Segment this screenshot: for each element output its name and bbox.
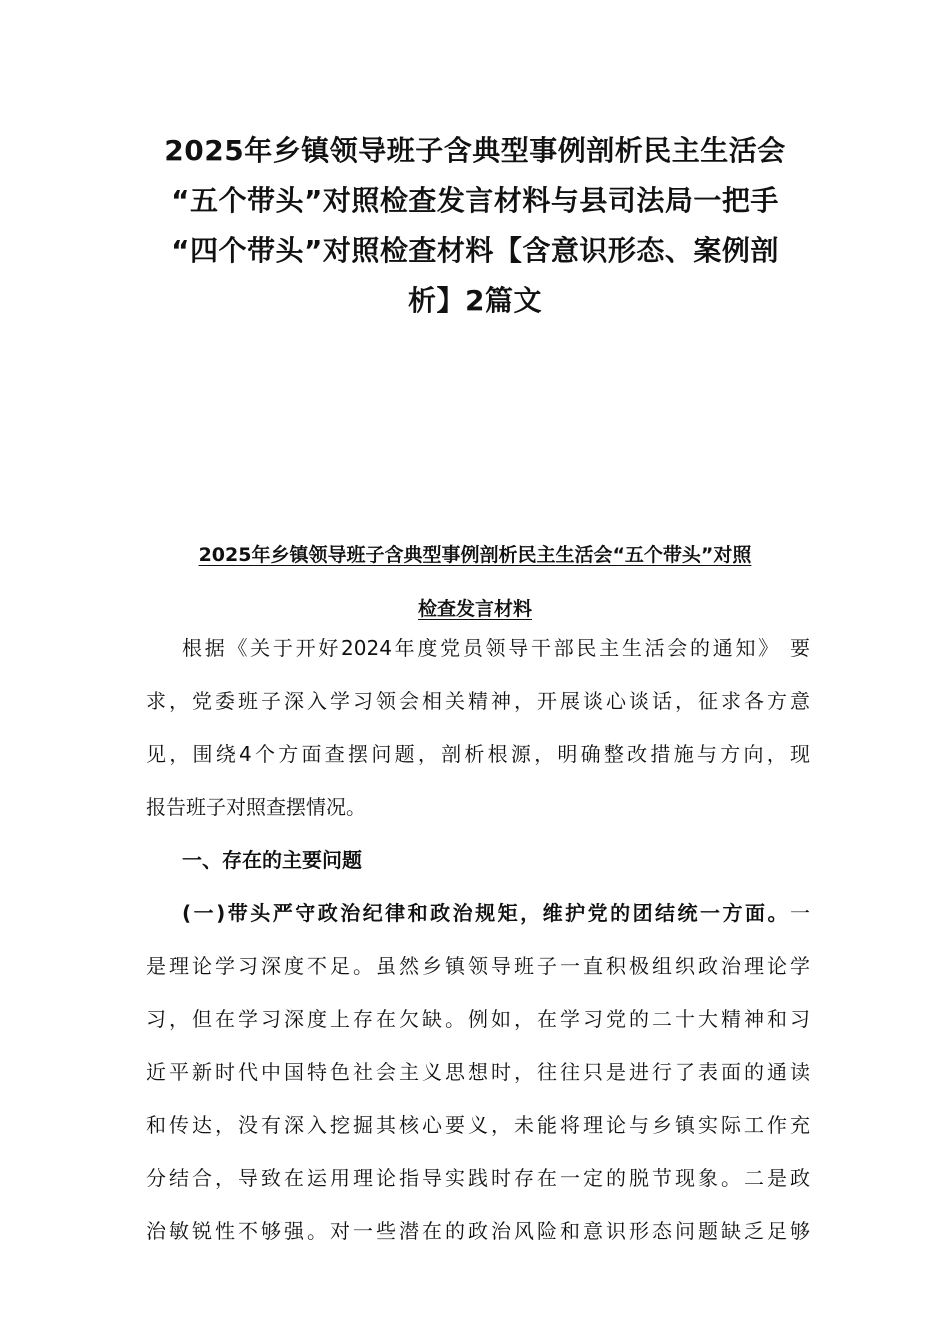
section-heading-problems: 一、存在的主要问题 [182,848,362,872]
paragraph-line-6: 治敏锐性不够强。对一些潜在的政治风险和意识形态问题缺乏足够 [146,1219,810,1243]
document-body [146,622,810,1258]
paragraph-line-4: 和传达，没有深入挖掘其核心要义，未能将理论与乡镇实际工作充 [146,1113,810,1137]
subheading-line [146,887,810,940]
main-title-line-2: “五个带头”对照检查发言材料与县司法局一把手 [171,184,779,217]
main-title-line-3: “四个带头”对照检查材料【含意识形态、案例剖 [171,234,779,267]
section-title [140,528,810,636]
paragraph-line-5: 分结合，导致在运用理论指导实践时存在一定的脱节现象。二是政 [146,1166,810,1190]
main-title-line-1: 2025年乡镇领导班子含典型事例剖析民主生活会 [164,134,786,167]
section-title-line-2: 检查发言材料 [417,598,532,620]
document-main-title [140,126,810,326]
section-title-line-1: 2025年乡镇领导班子含典型事例剖析民主生活会“五个带头”对照 [198,544,752,566]
subheading-political-discipline: (一)带头严守政治纪律和政治规矩，维护党的团结统一方面。 [182,901,790,925]
intro-line-1: 根据《关于开好2024年度党员领导干部民主生活会的通知》 要 [182,636,810,660]
paragraph-line-3: 近平新时代中国特色社会主义思想时，往往只是进行了表面的通读 [146,1060,810,1084]
paragraph-line-1: 是理论学习深度不足。虽然乡镇领导班子一直积极组织政治理论学 [146,954,810,978]
main-title-line-4: 析】2篇文 [408,284,542,317]
intro-line-2: 求，党委班子深入学习领会相关精神，开展谈心谈话，征求各方意 [146,689,810,713]
subheading-tail-text: 一 [790,901,810,925]
intro-line-4: 报告班子对照查摆情况。 [146,795,366,819]
intro-line-3: 见，围绕4个方面查摆问题，剖析根源，明确整改措施与方向，现 [146,742,810,766]
paragraph-line-2: 习，但在学习深度上存在欠缺。例如，在学习党的二十大精神和习 [146,1007,810,1031]
